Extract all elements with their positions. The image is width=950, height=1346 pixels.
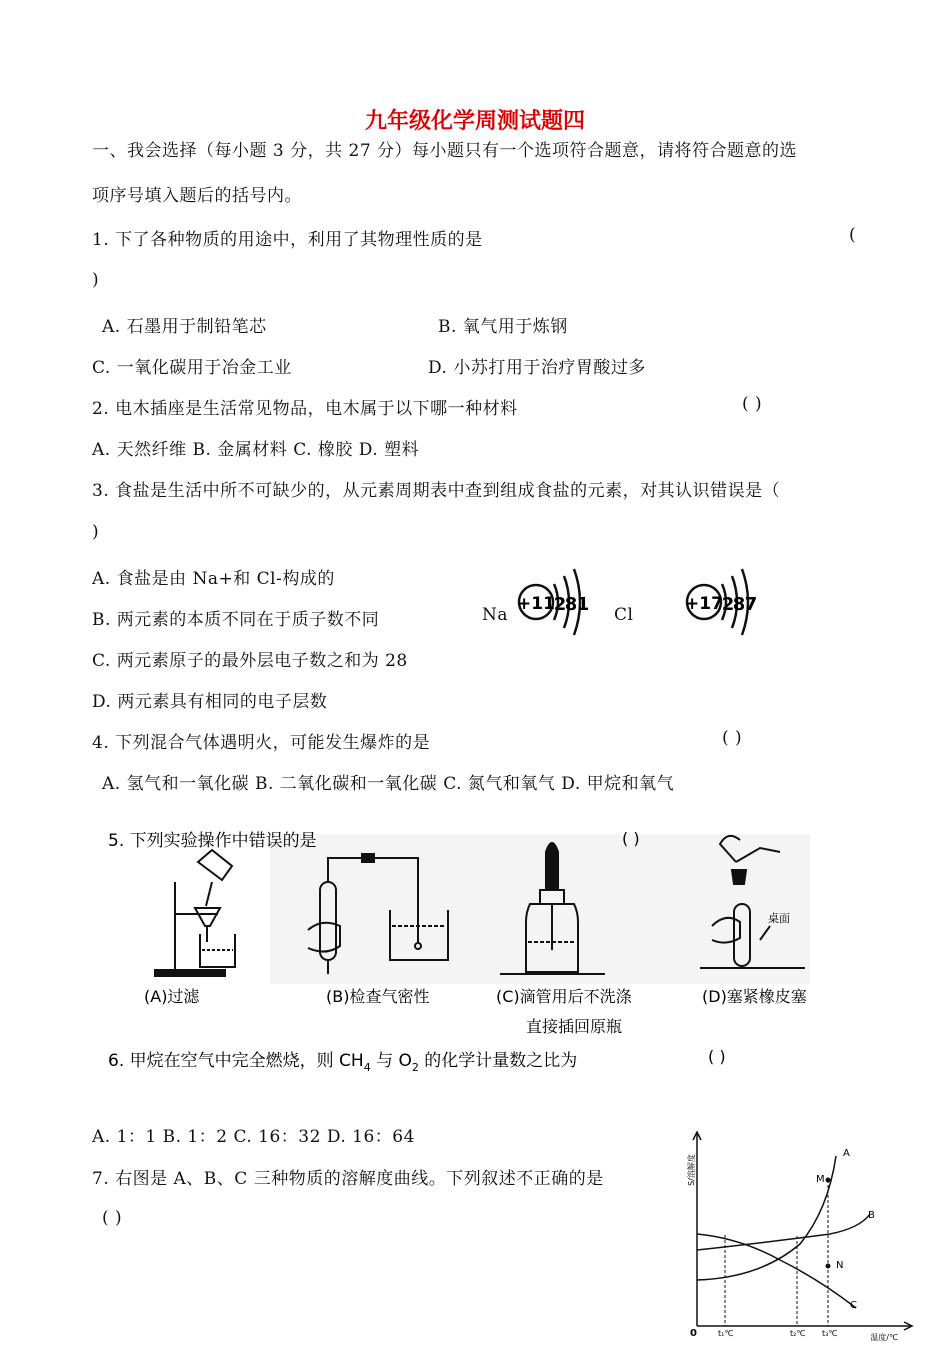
q1-option-b: B. 氧气用于炼钢: [438, 317, 568, 337]
q5-option-a: (A)过滤: [144, 987, 200, 1006]
tick-t1: t₁℃: [718, 1329, 734, 1338]
cl-label: Cl: [614, 605, 634, 625]
cl-shell-2: 8: [732, 594, 746, 615]
q1-paren-close: ): [92, 270, 100, 290]
q5-lab-operations-figure: [100, 822, 810, 1042]
section-intro-line2: 项序号填入题后的括号内。: [92, 186, 302, 206]
q6-paren: ( ): [708, 1047, 726, 1066]
curve-c: [697, 1234, 856, 1308]
q3-option-d: D. 两元素具有相同的电子层数: [92, 692, 328, 712]
label-m: M: [816, 1174, 825, 1185]
svg-text:6. 甲烷在空气中完全燃烧，则 CH4 与 O2 的化学计量: [108, 1051, 577, 1074]
na-shell-3: 1: [576, 594, 590, 615]
tick-t2: t₂℃: [790, 1329, 806, 1338]
desk-label: 桌面: [768, 912, 790, 925]
chlorine-atom-diagram: [684, 566, 774, 638]
q7-paren: ( ): [102, 1208, 123, 1228]
filtration-apparatus: [155, 850, 235, 976]
section-intro-line1: 一、我会选择（每小题 3 分，共 27 分）每小题只有一个选项符合题意，请将符合题意的选: [92, 141, 798, 161]
q2-stem: 2. 电木插座是生活常见物品，电木属于以下哪一种材料: [92, 399, 518, 419]
q4-paren: ( ): [722, 728, 743, 748]
q3-paren-close: ): [92, 522, 100, 542]
cl-nucleus: +17: [685, 594, 723, 614]
q6-stem-post: 的化学计量数之比为: [418, 1051, 578, 1071]
sodium-atom-diagram: [516, 566, 606, 638]
q5-option-c-line1: (C)滴管用后不洗涤: [496, 987, 632, 1006]
label-b: B: [868, 1210, 875, 1221]
point-n: [826, 1264, 831, 1269]
q4-options: A. 氢气和一氧化碳 B. 二氧化碳和一氧化碳 C. 氮气和氧气 D. 甲烷和氧气: [102, 774, 675, 794]
na-shell-1: 2: [553, 594, 567, 615]
q5-stem: 5. 下列实验操作中错误的是: [108, 831, 317, 851]
q1-option-a: A. 石墨用于制铅笔芯: [102, 317, 267, 337]
q3-stem: 3. 食盐是生活中所不可缺少的，从元素周期表中查到组成食盐的元素，对其认识错误是（: [92, 481, 781, 501]
label-n: N: [836, 1260, 844, 1271]
tick-t3: t₃℃: [822, 1329, 838, 1338]
label-a: A: [843, 1148, 850, 1159]
point-m: [826, 1178, 831, 1183]
q2-paren: ( ): [742, 394, 763, 414]
q5-option-c-line2: 直接插回原瓶: [526, 1017, 623, 1036]
graph-origin: 0: [690, 1328, 697, 1339]
q1-option-c: C. 一氧化碳用于冶金工业: [92, 358, 292, 378]
page-title: 九年级化学周测试题四: [364, 108, 585, 134]
q5-option-b: (B)检查气密性: [326, 987, 430, 1006]
na-nucleus: +11: [517, 594, 555, 614]
curve-b: [697, 1214, 870, 1250]
solubility-curve-graph: [680, 1130, 920, 1342]
q3-option-a: A. 食盐是由 Na+和 Cl-构成的: [92, 569, 335, 589]
graph-ylabel: S/溶解度: [687, 1154, 696, 1186]
q5-paren: ( ): [622, 829, 640, 848]
q3-option-c: C. 两元素原子的最外层电子数之和为 28: [92, 651, 408, 671]
label-c: C: [850, 1300, 857, 1311]
q5-option-d: (D)塞紧橡皮塞: [702, 987, 807, 1006]
q4-stem: 4. 下列混合气体遇明火，可能发生爆炸的是: [92, 733, 431, 753]
q6-sub-2: 2: [411, 1061, 419, 1074]
cl-shell-1: 2: [721, 594, 735, 615]
q6-stem-image: [100, 1044, 800, 1074]
q6-options: A. 1：1 B. 1：2 C. 16：32 D. 16：64: [92, 1127, 415, 1147]
q1-stem: 1. 下了各种物质的用途中，利用了其物理性质的是: [92, 230, 483, 250]
na-label: Na: [482, 605, 509, 625]
q6-sub-4: 4: [363, 1061, 371, 1074]
cl-shell-3: 7: [744, 594, 758, 615]
q3-option-b: B. 两元素的本质不同在于质子数不同: [92, 610, 380, 630]
q6-stem-mid: 与 O: [370, 1051, 412, 1071]
q2-options: A. 天然纤维 B. 金属材料 C. 橡胶 D. 塑料: [92, 440, 420, 460]
q7-stem: 7. 右图是 A、B、C 三种物质的溶解度曲线。下列叙述不正确的是: [92, 1169, 604, 1189]
na-shell-2: 8: [564, 594, 578, 615]
graph-xlabel: 温度/℃: [870, 1333, 898, 1342]
q6-stem-pre: 6. 甲烷在空气中完全燃烧，则 CH: [108, 1051, 364, 1071]
q1-paren-open: (: [849, 225, 857, 245]
q1-option-d: D. 小苏打用于治疗胃酸过多: [428, 358, 646, 378]
